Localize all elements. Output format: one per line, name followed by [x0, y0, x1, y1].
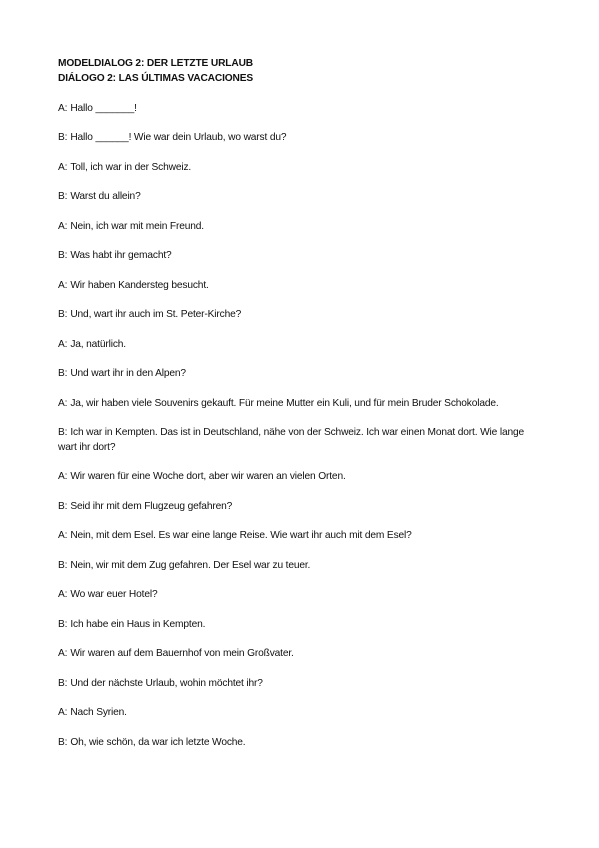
- dialogue-text: Hallo _______!: [70, 103, 137, 114]
- speaker-label: A:: [58, 161, 68, 173]
- speaker-label: B:: [58, 736, 68, 748]
- speaker-label: B:: [58, 427, 68, 439]
- dialogue-line: [58, 161, 548, 176]
- dialogue-text: Nach Syrien.: [70, 707, 127, 719]
- dialogue-text: Wir waren auf dem Bauernhof von mein Großvater.: [70, 648, 294, 660]
- dialogue-text: Hallo ______! Wie war dein Urlaub, wo warst du?: [70, 132, 287, 144]
- document-header: [58, 57, 538, 86]
- speaker-label: A:: [58, 530, 68, 542]
- dialogue-line: [58, 470, 548, 485]
- dialogue-line: [58, 618, 548, 633]
- dialogue-text: Und, wart ihr auch im St. Peter-Kirche?: [70, 309, 242, 321]
- dialogue-text: Und wart ihr in den Alpen?: [70, 368, 186, 380]
- speaker-label: B:: [58, 500, 68, 512]
- speaker-label: B:: [58, 132, 68, 144]
- speaker-label: B:: [58, 191, 68, 203]
- dialogue-line: [58, 367, 548, 382]
- dialogue-text: Nein, ich war mit mein Freund.: [70, 220, 204, 232]
- title-german: MODELDIALOG 2: DER LETZTE URLAUB: [58, 58, 253, 69]
- speaker-label: B:: [58, 368, 68, 380]
- title-spanish: DIÁLOGO 2: LAS ÚLTIMAS VACACIONES: [58, 72, 254, 84]
- dialogue-line: [58, 308, 548, 323]
- dialogue-line: [58, 220, 548, 235]
- dialogue-text: Oh, wie schön, da war ich letzte Woche.: [70, 736, 246, 748]
- dialogue-text: Seid ihr mit dem Flugzeug gefahren?: [70, 500, 233, 512]
- dialogue-line: [58, 706, 548, 721]
- dialogue-text: Nein, mit dem Esel. Es war eine lange Reise. Wie wart ihr auch mit dem Esel?: [70, 530, 412, 542]
- dialogue-text: Ja, natürlich.: [70, 338, 126, 350]
- speaker-label: A:: [58, 589, 68, 601]
- dialogue-line: [58, 249, 548, 264]
- speaker-label: B:: [58, 677, 68, 689]
- speaker-label: A:: [58, 648, 68, 660]
- dialogue-text: Ich war in Kempten. Das ist in Deutschland, nähe von der Schweiz. Ich war einen Monat dort. Wie lange wart ihr dort?: [58, 427, 525, 453]
- dialogue-text: Und der nächste Urlaub, wohin möchtet ihr?: [70, 677, 263, 689]
- dialogue-line: [58, 190, 548, 205]
- dialogue-line: [58, 677, 548, 692]
- dialogue-text: Ja, wir haben viele Souvenirs gekauft. Für meine Mutter ein Kuli, und für mein Bruder Schokolade.: [70, 397, 499, 409]
- dialogue-line: [58, 397, 543, 412]
- dialogue-text: Warst du allein?: [70, 191, 141, 203]
- speaker-label: B:: [58, 559, 68, 571]
- speaker-label: A:: [58, 707, 68, 719]
- dialogue-list: [58, 102, 548, 765]
- dialogue-text: Wir waren für eine Woche dort, aber wir waren an vielen Orten.: [70, 471, 346, 483]
- dialogue-text: Ich habe ein Haus in Kempten.: [70, 618, 206, 630]
- dialogue-line: [58, 279, 548, 294]
- dialogue-line: [58, 736, 548, 751]
- dialogue-line: [58, 102, 548, 117]
- dialogue-line: [58, 529, 548, 544]
- dialogue-text: Wo war euer Hotel?: [70, 589, 158, 601]
- dialogue-text: Nein, wir mit dem Zug gefahren. Der Esel war zu teuer.: [70, 559, 311, 571]
- speaker-label: A:: [58, 338, 68, 350]
- speaker-label: A:: [58, 220, 68, 232]
- speaker-label: A:: [58, 103, 68, 114]
- dialogue-line: [58, 500, 548, 515]
- dialogue-line: [58, 559, 548, 574]
- dialogue-line: [58, 588, 548, 603]
- dialogue-text: Was habt ihr gemacht?: [70, 250, 172, 262]
- dialogue-text: Toll, ich war in der Schweiz.: [70, 161, 192, 173]
- speaker-label: A:: [58, 471, 68, 483]
- dialogue-line: [58, 131, 548, 146]
- speaker-label: B:: [58, 250, 68, 262]
- speaker-label: B:: [58, 309, 68, 321]
- speaker-label: B:: [58, 618, 68, 630]
- dialogue-line: [58, 647, 548, 662]
- dialogue-line: [58, 426, 543, 455]
- speaker-label: A:: [58, 279, 68, 291]
- dialogue-line: [58, 338, 548, 353]
- dialogue-text: Wir haben Kandersteg besucht.: [70, 279, 209, 291]
- speaker-label: A:: [58, 397, 68, 409]
